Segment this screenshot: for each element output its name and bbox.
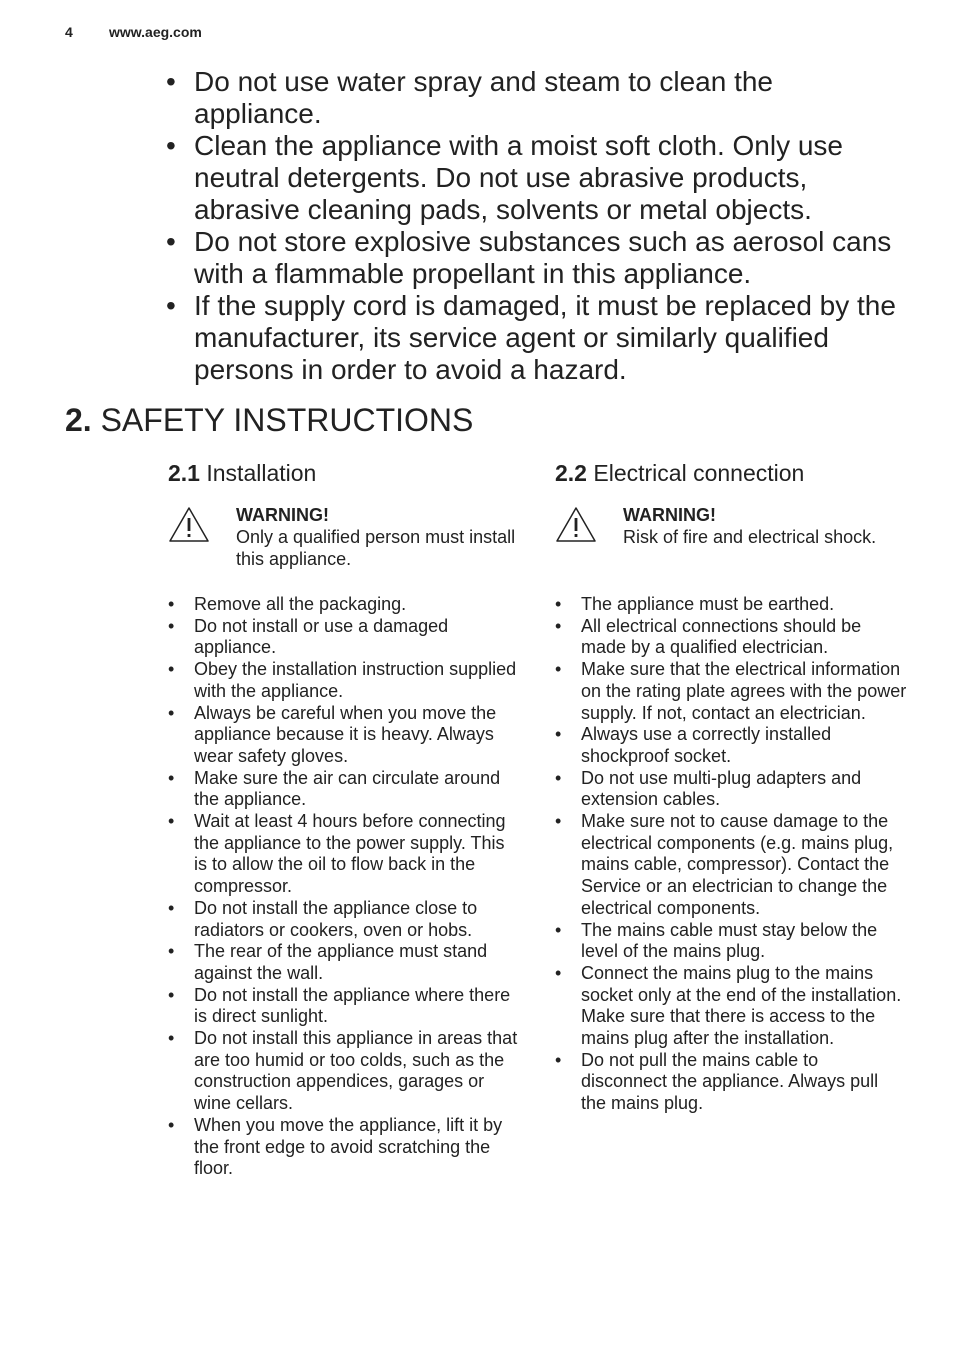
installation-warning (168, 504, 520, 584)
page-header (65, 24, 202, 40)
warning-triangle-icon (555, 506, 597, 544)
list-item: • Do not install or use a damaged appliance. (168, 616, 520, 659)
list-item: • The rear of the appliance must stand against the wall. (168, 941, 520, 984)
list-item: • Always use a correctly installed shockproof socket. (555, 724, 907, 767)
installation-column (168, 458, 520, 1180)
warning-text: Risk of fire and electrical shock. (623, 527, 877, 547)
subsection-title: Electrical connection (593, 460, 805, 486)
subsection-title: Installation (206, 460, 317, 486)
installation-list (168, 594, 520, 1180)
list-item: • All electrical connections should be made by a qualified electrician. (555, 616, 907, 659)
list-item: • Do not store explosive substances such as aerosol cans with a flammable propellant in this appliance. (166, 226, 906, 290)
electrical-list (555, 594, 907, 1115)
section-title-text: SAFETY INSTRUCTIONS (100, 402, 474, 438)
section-title (65, 402, 473, 439)
subsection-number: 2.2 (555, 460, 587, 486)
electrical-heading (555, 458, 907, 488)
list-item: • Wait at least 4 hours before connecting the appliance to the power supply. This is to allow the oil to flow back in the compressor. (168, 811, 520, 898)
list-item: • Connect the mains plug to the mains socket only at the end of the installation. Make sure that there is access to the mains plug after the installation. (555, 963, 907, 1050)
list-item: • The mains cable must stay below the level of the mains plug. (555, 920, 907, 963)
list-item: • When you move the appliance, lift it by the front edge to avoid scratching the floor. (168, 1115, 520, 1180)
cleaning-warnings-list (166, 66, 906, 386)
list-item: • Do not install this appliance in areas that are too humid or too colds, such as the construction appendices, garages or wine cellars. (168, 1028, 520, 1115)
page-number: 4 (65, 24, 73, 40)
warning-triangle-icon (168, 506, 210, 544)
list-item: • Make sure not to cause damage to the electrical components (e.g. mains plug, mains cable, compressor). Contact the Service or an electrician to change the electrical components. (555, 811, 907, 920)
list-item: • Make sure the air can circulate around the appliance. (168, 768, 520, 811)
warning-title: WARNING! (623, 505, 716, 525)
list-item: • Remove all the packaging. (168, 594, 520, 616)
list-item: • Do not pull the mains cable to disconnect the appliance. Always pull the mains plug. (555, 1050, 907, 1115)
list-item: • Do not use water spray and steam to clean the appliance. (166, 66, 906, 130)
list-item: • Do not use multi-plug adapters and extension cables. (555, 768, 907, 811)
list-item: • Do not install the appliance close to radiators or cookers, oven or hobs. (168, 898, 520, 941)
list-item: • Always be careful when you move the appliance because it is heavy. Always wear safety gloves. (168, 703, 520, 768)
list-item: • If the supply cord is damaged, it must be replaced by the manufacturer, its service agent or similarly qualified persons in order to avoid a hazard. (166, 290, 906, 386)
list-item: • The appliance must be earthed. (555, 594, 907, 616)
list-item: • Obey the installation instruction supplied with the appliance. (168, 659, 520, 702)
subsection-number: 2.1 (168, 460, 200, 486)
list-item: • Do not install the appliance where there is direct sunlight. (168, 985, 520, 1028)
list-item: • Clean the appliance with a moist soft cloth. Only use neutral detergents. Do not use abrasive products, abrasive cleaning pads, solvents or metal objects. (166, 130, 906, 226)
warning-text: Only a qualified person must install this appliance. (236, 527, 516, 569)
electrical-warning (555, 504, 907, 584)
list-item: • Make sure that the electrical information on the rating plate agrees with the power supply. If not, contact an electrician. (555, 659, 907, 724)
electrical-column (555, 458, 907, 1115)
section-number: 2. (65, 402, 92, 438)
warning-title: WARNING! (236, 505, 329, 525)
website-url: www.aeg.com (109, 24, 202, 40)
installation-heading (168, 458, 520, 488)
